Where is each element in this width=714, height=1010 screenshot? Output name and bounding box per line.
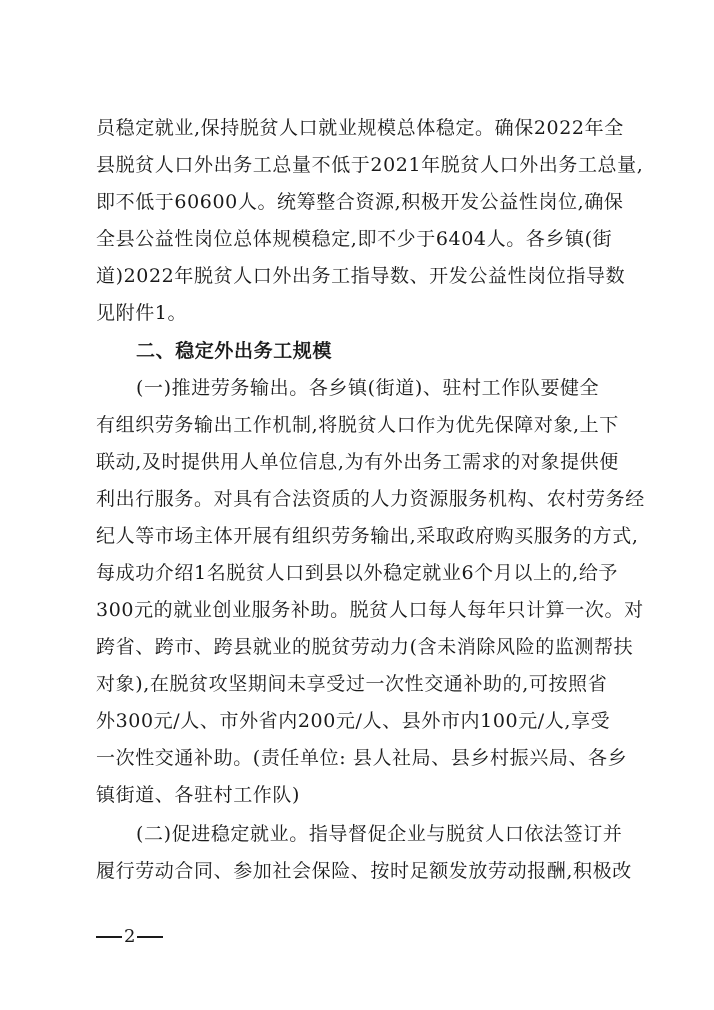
paragraph-first-line: (一)推进劳务输出。各乡镇(街道)、驻村工作队要健全: [136, 377, 600, 399]
body-text-line: 每成功介绍1名脱贫人口到县以外稳定就业6个月以上的,给予: [96, 562, 619, 584]
body-text-line: 对象),在脱贫攻坚期间未享受过一次性交通补助的,可按照省: [96, 673, 608, 695]
body-text-line: 全县公益性岗位总体规模稳定,即不少于6404人。各乡镇(街: [96, 228, 613, 250]
body-text-line: 跨省、跨市、跨县就业的脱贫劳动力(含未消除风险的监测帮扶: [96, 636, 634, 658]
body-text-line: 镇街道、各驻村工作队): [96, 784, 301, 806]
page-footer: [96, 925, 163, 949]
body-text-line: 见附件1。: [96, 302, 188, 324]
body-text-line: 道)2022年脱贫人口外出务工指导数、开发公益性岗位指导数: [96, 265, 626, 287]
body-text-line: 县脱贫人口外出务工总量不低于2021年脱贫人口外出务工总量,: [96, 154, 644, 176]
body-text-line: 300元的就业创业服务补助。脱贫人口每人每年只计算一次。对: [96, 599, 644, 621]
body-text-line: 有组织劳务输出工作机制,将脱贫人口作为优先保障对象,上下: [96, 414, 619, 436]
body-text-line: 联动,及时提供用人单位信息,为有外出务工需求的对象提供便: [96, 451, 619, 473]
body-text-line: 利出行服务。对具有合法资质的人力资源服务机构、农村劳务经: [96, 488, 645, 510]
paragraph-first-line: (二)促进稳定就业。指导督促企业与脱贫人口依法签订并: [136, 823, 623, 845]
body-text-line: 履行劳动合同、参加社会保险、按时足额发放劳动报酬,积极改: [96, 860, 632, 882]
body-text-line: 即不低于60600人。统筹整合资源,积极开发公益性岗位,确保: [96, 191, 624, 213]
page-number: 2: [124, 926, 136, 947]
body-text-line: 纪人等市场主体开展有组织劳务输出,采取政府购买服务的方式,: [96, 525, 639, 547]
body-text-line: 外300元/人、市外省内200元/人、县外市内100元/人,享受: [96, 710, 611, 732]
body-text-line: 员稳定就业,保持脱贫人口就业规模总体稳定。确保2022年全: [96, 117, 624, 139]
page-number-dash-left: [96, 936, 122, 938]
body-text-line: 一次性交通补助。(责任单位: 县人社局、县乡村振兴局、各乡: [96, 747, 628, 769]
page-number-dash-right: [137, 936, 163, 938]
section-heading: 二、稳定外出务工规模: [136, 340, 333, 362]
